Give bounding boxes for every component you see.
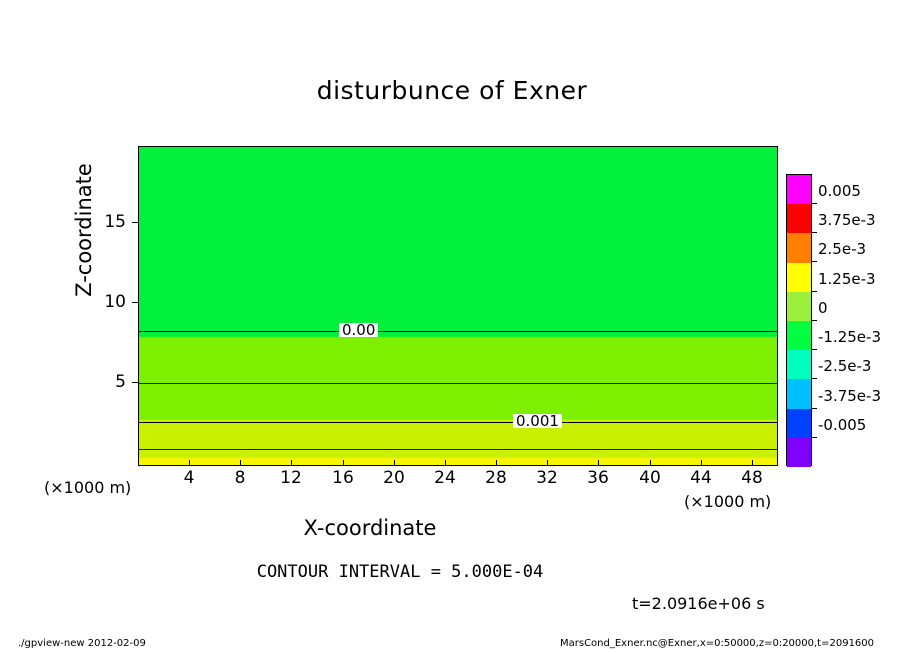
xtick-label-28: 28 (485, 468, 507, 488)
ytick-15 (132, 222, 138, 223)
xtick-32 (547, 460, 548, 466)
cb-tick-3 (812, 291, 817, 292)
cb-tick-0 (812, 203, 817, 204)
cb-tick-8 (812, 437, 817, 438)
cb-label-7: -3.75e-3 (818, 387, 881, 405)
y-axis-label: Z-coordinate (72, 163, 96, 297)
footer-right: MarsCond_Exner.nc@Exner,x=0:50000,z=0:20000,t=2091600 (560, 638, 875, 649)
x-unit-right: (×1000 m) (684, 492, 772, 511)
cb-cell-3 (787, 263, 811, 292)
ytick-label-10: 10 (104, 292, 126, 312)
xtick-40 (650, 460, 651, 466)
xtick-12 (291, 460, 292, 466)
cb-tick-1 (812, 232, 817, 233)
cb-cell-1 (787, 204, 811, 233)
cb-label-4: 0 (818, 299, 828, 317)
ytick-label-5: 5 (115, 372, 126, 392)
cb-label-3: 1.25e-3 (818, 270, 876, 288)
xtick-label-4: 4 (183, 468, 195, 488)
xtick-44 (701, 460, 702, 466)
contour-label-1: 0.001 (513, 414, 562, 428)
cb-tick-6 (812, 378, 817, 379)
contour-line-00015 (139, 449, 777, 450)
cb-tick-4 (812, 320, 817, 321)
contour-plot (138, 146, 778, 466)
cb-tick-7 (812, 408, 817, 409)
page-title: disturbunce of Exner (316, 76, 588, 105)
ytick-5 (132, 382, 138, 383)
xtick-label-36: 36 (587, 468, 609, 488)
xtick-36 (598, 460, 599, 466)
xtick-label-24: 24 (434, 468, 456, 488)
colorbar (786, 174, 812, 466)
xtick-4 (189, 460, 190, 466)
x-axis-label: X-coordinate (303, 516, 437, 540)
time-annotation: t=2.0916e+06 s (632, 594, 765, 613)
x-unit-left: (×1000 m) (44, 478, 132, 497)
cb-cell-0 (787, 175, 811, 204)
cb-label-6: -2.5e-3 (818, 357, 872, 375)
cb-label-8: -0.005 (818, 416, 867, 434)
xtick-20 (394, 460, 395, 466)
xtick-28 (496, 460, 497, 466)
cb-label-5: -1.25e-3 (818, 328, 881, 346)
ytick-10 (132, 302, 138, 303)
cb-label-0: 0.005 (818, 182, 861, 200)
cb-label-2: 2.5e-3 (818, 240, 867, 258)
cb-cell-2 (787, 233, 811, 262)
cb-cell-9 (787, 438, 811, 467)
cb-tick-2 (812, 261, 817, 262)
xtick-48 (752, 460, 753, 466)
xtick-label-44: 44 (690, 468, 712, 488)
xtick-label-16: 16 (332, 468, 354, 488)
cb-cell-6 (787, 350, 811, 379)
contour-interval-annotation: CONTOUR INTERVAL = 5.000E-04 (256, 562, 544, 582)
xtick-16 (343, 460, 344, 466)
contour-label-0: 0.00 (339, 323, 378, 337)
ytick-label-15: 15 (104, 212, 126, 232)
xtick-24 (445, 460, 446, 466)
footer-left: ./gpview-new 2012-02-09 (18, 638, 146, 649)
contour-line-0 (139, 331, 777, 332)
contour-line-0001 (139, 422, 777, 423)
contour-line-00005 (139, 383, 777, 384)
cb-cell-5 (787, 321, 811, 350)
cb-cell-7 (787, 379, 811, 408)
xtick-8 (240, 460, 241, 466)
xtick-label-40: 40 (639, 468, 661, 488)
xtick-label-48: 48 (741, 468, 763, 488)
xtick-label-32: 32 (536, 468, 558, 488)
xtick-label-12: 12 (280, 468, 302, 488)
cb-tick-5 (812, 349, 817, 350)
cb-cell-8 (787, 409, 811, 438)
xtick-label-8: 8 (234, 468, 246, 488)
cb-cell-4 (787, 292, 811, 321)
xtick-label-20: 20 (383, 468, 405, 488)
field-shading (139, 147, 777, 465)
cb-label-1: 3.75e-3 (818, 211, 876, 229)
